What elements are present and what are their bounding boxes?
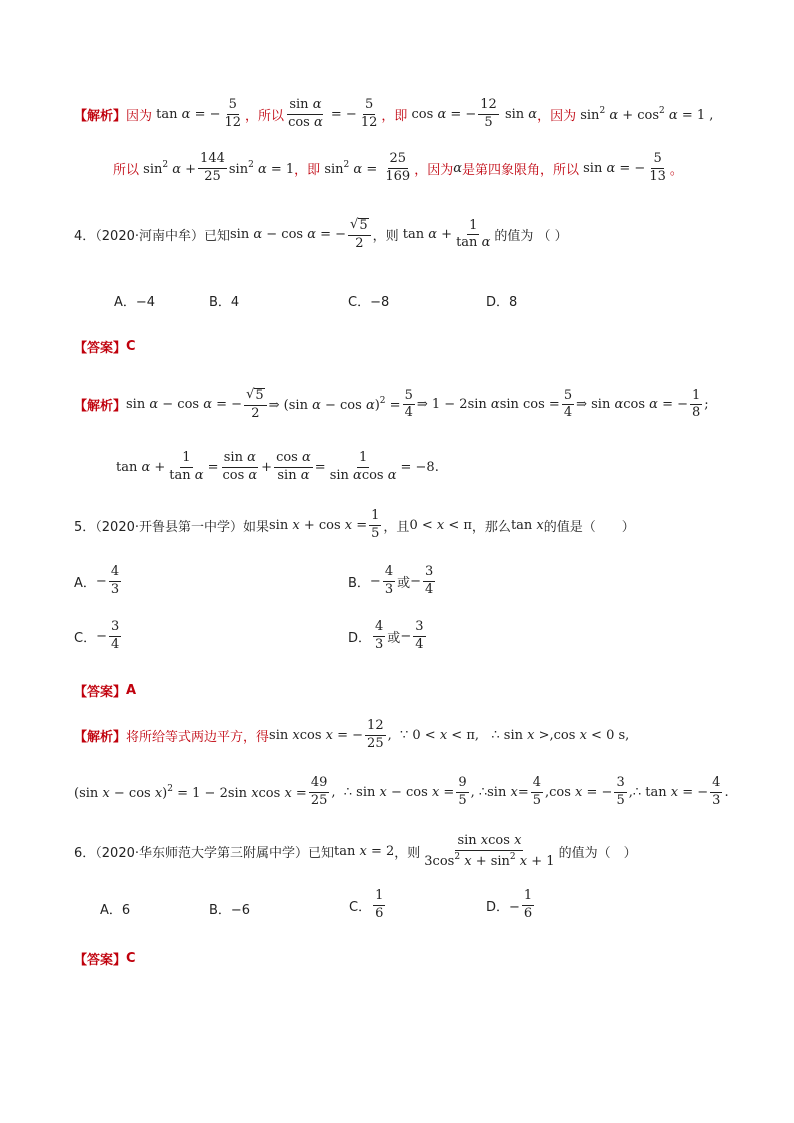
- analysis-text: 所以: [113, 162, 140, 178]
- analysis-label: 【解析】: [74, 108, 127, 124]
- q4-analysis-line-1: 【解析】 sin α − cos α = − √ 5 2 ⇒ (sin α − cos α)$^2$ = $\frac{5}{4}$ ⇒ 1 − 2sin αsin cos = $\frac{5}{4}$ ⇒ sin αcos α = − $\frac{1}{8}$ ;: [74, 387, 709, 421]
- question-stem: 5．（2020·开鲁县第一中学）如果: [74, 519, 269, 535]
- answer-value: C: [126, 951, 136, 966]
- q5-option-d[interactable]: D． $\frac{4}{3}$ 或 − $\frac{3}{4}$: [348, 619, 424, 652]
- analysis-text: ，即: [381, 108, 408, 124]
- analysis-label: 【解析】: [74, 729, 127, 745]
- q6-option-d[interactable]: D．− $\frac{1}{6}$: [486, 888, 533, 921]
- analysis-text: 因为: [126, 108, 153, 124]
- q5-option-a[interactable]: A． − $\frac{4}{3}$: [74, 564, 120, 597]
- q5-analysis-line-1: 【解析】 将所给等式两边平方，得 sin xcos x = − $\frac{12}{25}$ , ∵ 0 < x < π, ∴ sin x >,cos x < 0 s,: [74, 718, 630, 751]
- q6-stem: 6．（2020·华东师范大学第三附属中学）已知 tan x = 2 ，则 $\frac{\text{sin xcos x}}{3\cos^2 x + \sin^2 x + 1}$ 的值为（ ）: [74, 833, 637, 869]
- q6-answer: [74, 949, 136, 968]
- answer-label: 【答案】: [74, 685, 127, 700]
- q4-option-c[interactable]: C．−8: [348, 295, 390, 310]
- q6-option-c[interactable]: C． $\frac{1}{6}$: [349, 888, 384, 921]
- answer-label: 【答案】: [74, 953, 127, 968]
- q3-analysis-line-2: 所以 $\sin^2 \alpha$ + $\frac{144}{25}$ $\sin^2 \alpha = 1$ ，即 $\sin^2 \alpha$ = $\frac{25}{169}$ ，因为 α 是第四象限角，所以 sin α = − $\frac{5}{13}$ 。: [113, 151, 683, 184]
- q4-answer: [74, 337, 136, 356]
- analysis-text: ，所以: [245, 108, 285, 124]
- analysis-text: 将所给等式两边平方，得: [126, 729, 270, 745]
- answer-value: A: [126, 683, 137, 698]
- analysis-text: ，即: [294, 162, 321, 178]
- q5-option-c[interactable]: C． − $\frac{3}{4}$: [74, 619, 120, 652]
- answer-value: C: [126, 339, 136, 354]
- question-stem: 4．（2020·河南中牟）已知: [74, 229, 230, 245]
- q5-stem: 5．（2020·开鲁县第一中学）如果 sin x + cos x = $\frac{1}{5}$ ，且 0 < x < π ，那么 tan x 的值是（ ）: [74, 508, 635, 541]
- analysis-text: ，因为: [537, 108, 577, 124]
- q3-analysis-line-1: 【解析】 因为 tan α = − $\frac{5}{12}$ ，所以 $\frac{\text{sin α}}{\text{cos α}}$ = − $\frac{5}{12}$ ，即 cos α = − $\frac{12}{5}$ sin α ，因为 $\sin^2 \alpha + \cos^2 \alpha = 1$ ,: [74, 97, 714, 130]
- q5-analysis-line-2: (sin x − cos x)$^2$ = 1 − 2sin xcos x = $\frac{49}{25}$ , ∴ sin x − cos x = $\frac{9}{5}$ , ∴sin x= $\frac{4}{5}$ ,cos x = − $\frac{3}{5}$ ,∴ tan x = − $\frac{4}{3}$ .: [74, 775, 729, 808]
- q4-option-d[interactable]: D．8: [486, 295, 518, 310]
- q4-stem: 4．（2020·河南中牟）已知 sin α − cos α = − √ 5 2 ，则 tan α + $\frac{1}{\text{tan α}}$ 的值为 （ ）: [74, 217, 568, 251]
- question-stem: 6．（2020·华东师范大学第三附属中学）已知: [74, 846, 334, 862]
- q5-answer: [74, 681, 136, 700]
- analysis-text: ，因为: [414, 162, 454, 178]
- q6-option-b[interactable]: B．−6: [209, 903, 251, 918]
- q4-analysis-line-2: tan α + $\frac{1}{\text{tan α}}$ = $\frac{\text{sin α}}{\text{cos α}}$ + $\frac{\text{cos α}}{\text{sin α}}$ = $\frac{1}{\text{sin αcos α}}$ = −8.: [116, 450, 439, 483]
- analysis-label: 【解析】: [74, 399, 127, 415]
- q4-option-b[interactable]: B．4: [209, 295, 240, 310]
- q5-option-b[interactable]: B． − $\frac{4}{3}$ 或 − $\frac{3}{4}$: [348, 564, 434, 597]
- answer-label: 【答案】: [74, 341, 127, 356]
- analysis-text: 是第四象限角，所以: [461, 162, 579, 178]
- q4-option-a[interactable]: A．−4: [114, 295, 156, 310]
- q6-option-a[interactable]: A．6: [100, 903, 131, 918]
